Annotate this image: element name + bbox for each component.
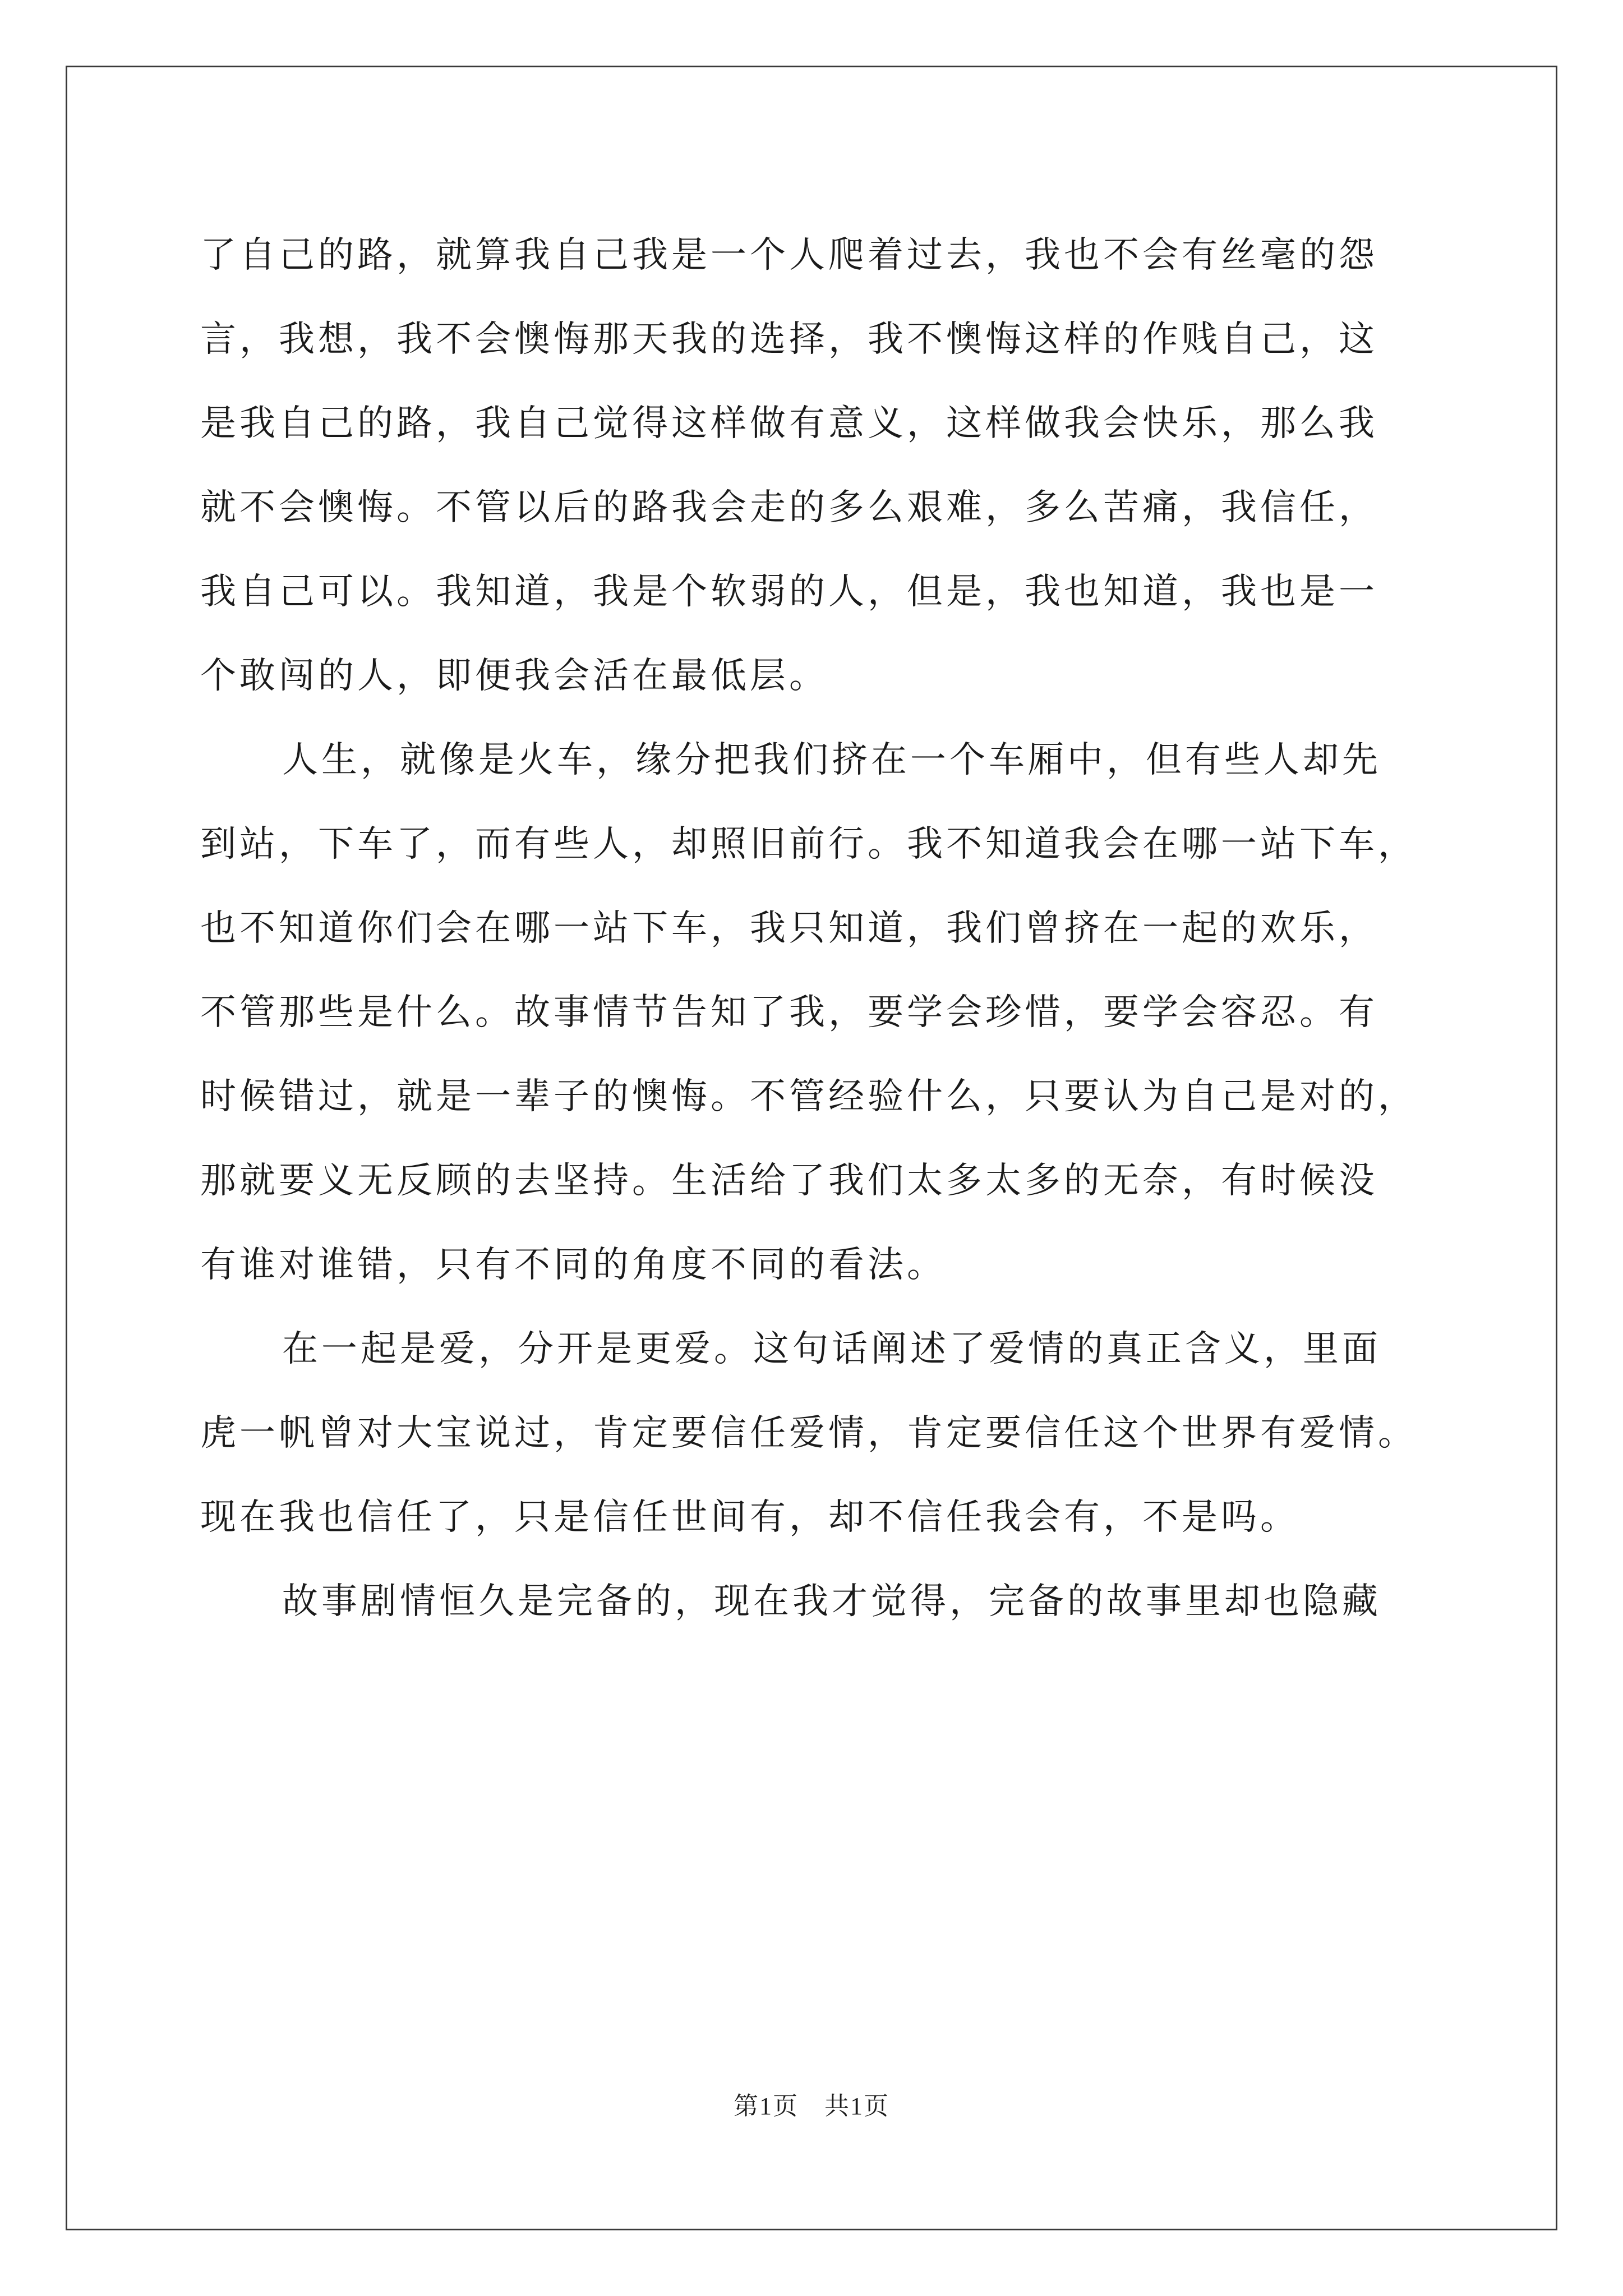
- text-line: 就不会懊悔。不管以后的路我会走的多么艰难，多么苦痛，我信任，: [200, 487, 1378, 528]
- text-line: 虎一帆曾对大宝说过，肯定要信任爱情，肯定要信任这个世界有爱情。: [200, 1412, 1417, 1454]
- text-line: 个敢闯的人，即便我会活在最低层。: [200, 655, 828, 697]
- paragraph-start-line: 在一起是爱，分开是更爱。这句话阐述了爱情的真正含义，里面: [282, 1328, 1381, 1370]
- text-line: 现在我也信任了，只是信任世间有，却不信任我会有，不是吗。: [200, 1497, 1299, 1538]
- text-line: 也不知道你们会在哪一站下车，我只知道，我们曾挤在一起的欢乐，: [200, 908, 1378, 949]
- paragraph-start-line: 人生，就像是火车，缘分把我们挤在一个车厢中，但有些人却先: [282, 739, 1381, 781]
- text-line: 时候错过，就是一辈子的懊悔。不管经验什么，只要认为自己是对的，: [200, 1076, 1417, 1117]
- text-line: 到站，下车了，而有些人，却照旧前行。我不知道我会在哪一站下车，: [200, 823, 1417, 865]
- document-body: [200, 213, 1456, 1644]
- text-line: 那就要义无反顾的去坚持。生活给了我们太多太多的无奈，有时候没: [200, 1160, 1378, 1202]
- text-line: 言，我想，我不会懊悔那天我的选择，我不懊悔这样的作贱自己，这: [200, 319, 1378, 360]
- text-line: 有谁对谁错，只有不同的角度不同的看法。: [200, 1244, 946, 1286]
- paragraph-start-line: 故事剧情恒久是完备的，现在我才觉得，完备的故事里却也隐藏: [282, 1581, 1381, 1622]
- text-line: 我自己可以。我知道，我是个软弱的人，但是，我也知道，我也是一: [200, 571, 1378, 613]
- text-line: 不管那些是什么。故事情节告知了我，要学会珍惜，要学会容忍。有: [200, 992, 1378, 1033]
- text-line: 了自己的路，就算我自己我是一个人爬着过去，我也不会有丝毫的怨: [200, 234, 1378, 276]
- text-line: 是我自己的路，我自己觉得这样做有意义，这样做我会快乐，那么我: [200, 403, 1378, 444]
- page-number: 第1页 共1页: [734, 2092, 889, 2120]
